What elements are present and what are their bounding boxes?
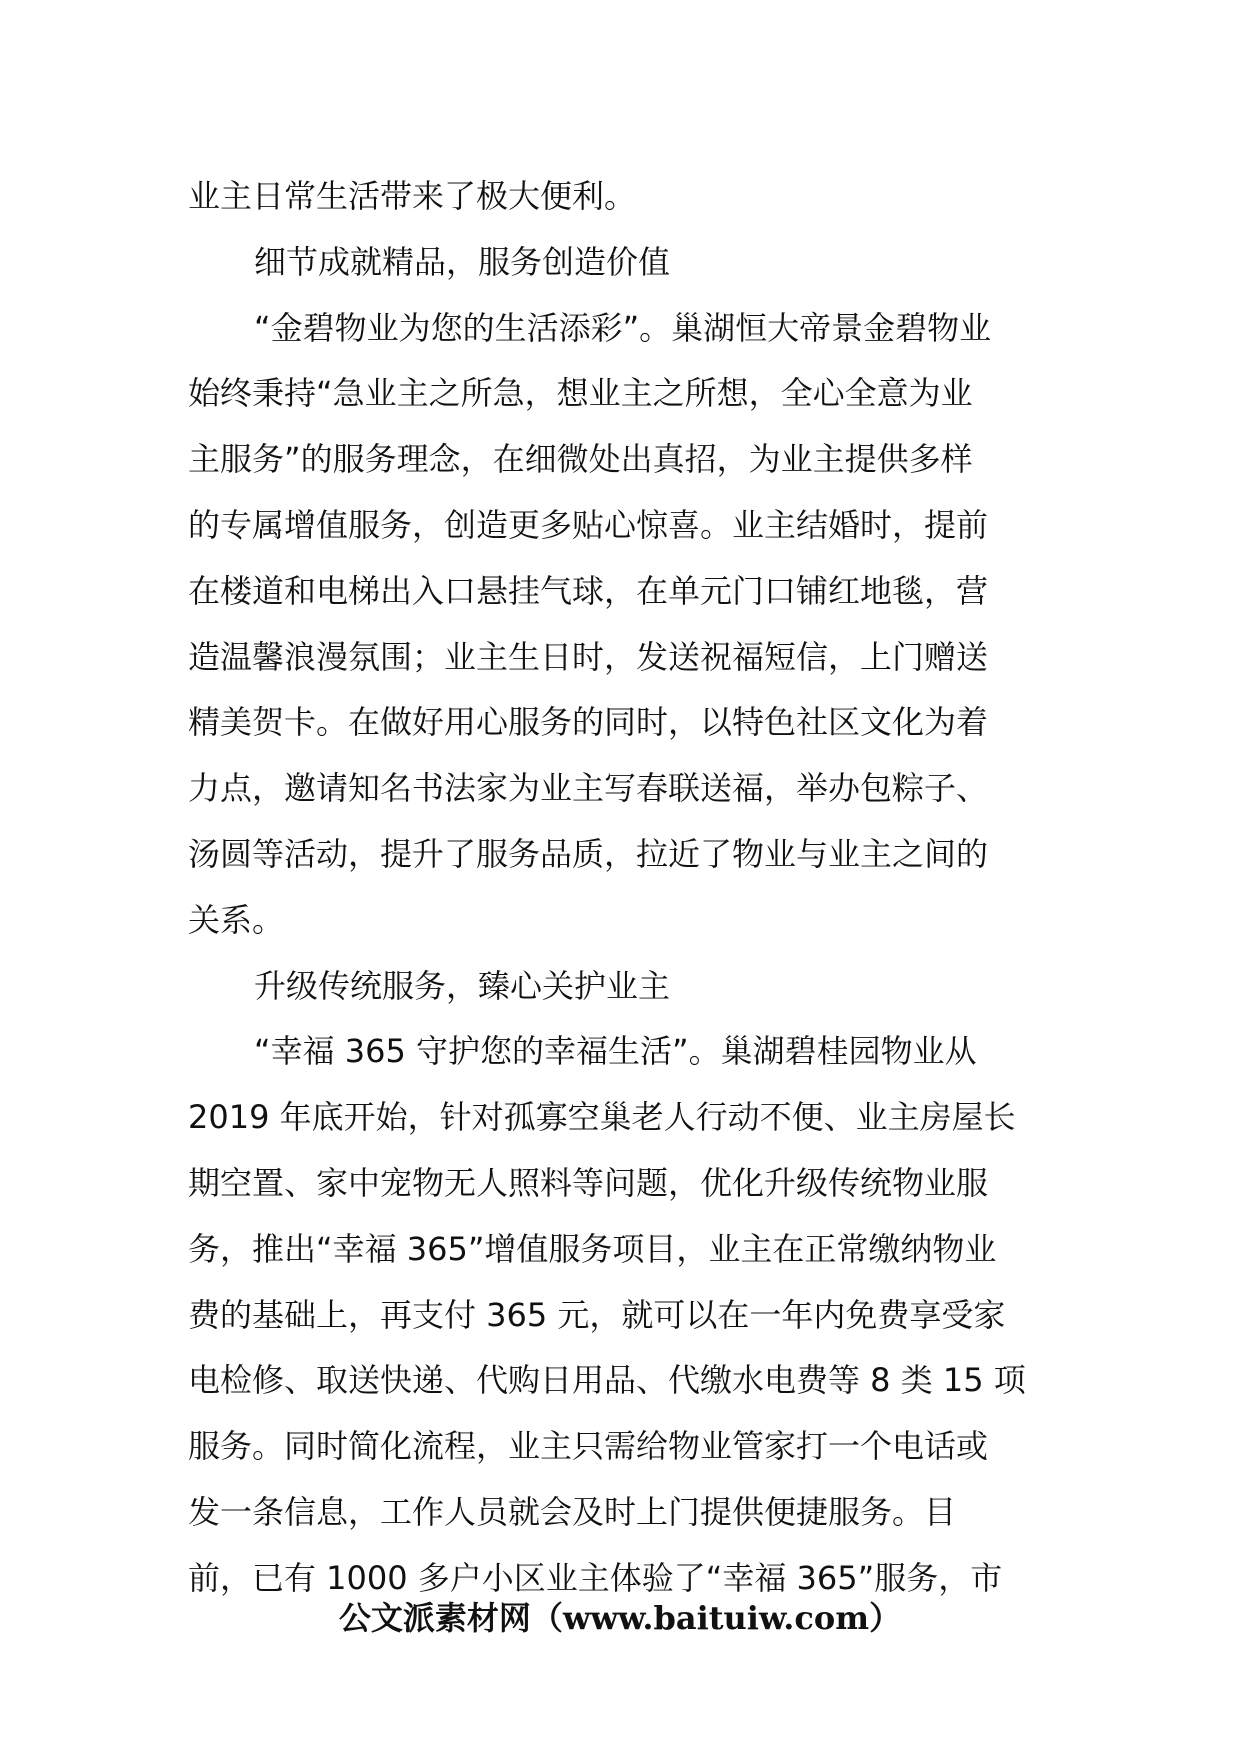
- paragraph-line: 关系。: [188, 900, 285, 939]
- paragraph-line: 务，推出“幸福 365”增值服务项目，业主在正常缴纳物业: [188, 1229, 997, 1268]
- paragraph-line: 2019 年底开始，针对孤寡空巢老人行动不便、业主房屋长: [188, 1098, 1016, 1137]
- paragraph-line: 在楼道和电梯出入口悬挂气球，在单元门口铺红地毯，营: [188, 571, 989, 610]
- paragraph-line: 的专属增值服务，创造更多贴心惊喜。业主结婚时，提前: [188, 505, 989, 544]
- section-heading: 升级传统服务，臻心关护业主: [254, 966, 671, 1005]
- paragraph-line: 造温馨浪漫氛围；业主生日时，发送祝福短信，上门赠送: [188, 637, 989, 676]
- paragraph-line: 服务。同时简化流程，业主只需给物业管家打一个电话或: [188, 1427, 989, 1466]
- footer-watermark: 公文派素材网（www.baituiw.com）: [338, 1599, 902, 1637]
- document-body: [188, 164, 1060, 1612]
- paragraph-line: “幸福 365 守护您的幸福生活”。巢湖碧桂园物业从: [254, 1032, 977, 1071]
- paragraph-line: “金碧物业为您的生活添彩”。巢湖恒大帝景金碧物业: [254, 308, 992, 347]
- paragraph-line: 精美贺卡。在做好用心服务的同时，以特色社区文化为着: [188, 703, 989, 742]
- paragraph-line: 力点，邀请知名书法家为业主写春联送福，举办包粽子、: [188, 769, 989, 808]
- paragraph-line: 始终秉持“急业主之所急，想业主之所想，全心全意为业: [188, 374, 973, 413]
- paragraph-line: 汤圆等活动，提升了服务品质，拉近了物业与业主之间的: [188, 834, 989, 873]
- paragraph-line: 前，已有 1000 多户小区业主体验了“幸福 365”服务，市: [188, 1558, 1003, 1597]
- paragraph-line: 主服务”的服务理念，在细微处出真招，为业主提供多样: [188, 440, 973, 479]
- paragraph-line: 业主日常生活带来了极大便利。: [188, 177, 637, 215]
- paragraph-line: 发一条信息，工作人员就会及时上门提供便捷服务。目: [188, 1492, 957, 1531]
- paragraph-line: 费的基础上，再支付 365 元，就可以在一年内免费享受家: [188, 1295, 1006, 1334]
- paragraph-line: 期空置、家中宠物无人照料等问题，优化升级传统物业服: [188, 1163, 989, 1202]
- paragraph-line: 电检修、取送快递、代购日用品、代缴水电费等 8 类 15 项: [188, 1361, 1026, 1400]
- section-heading: 细节成就精品，服务创造价值: [254, 242, 671, 281]
